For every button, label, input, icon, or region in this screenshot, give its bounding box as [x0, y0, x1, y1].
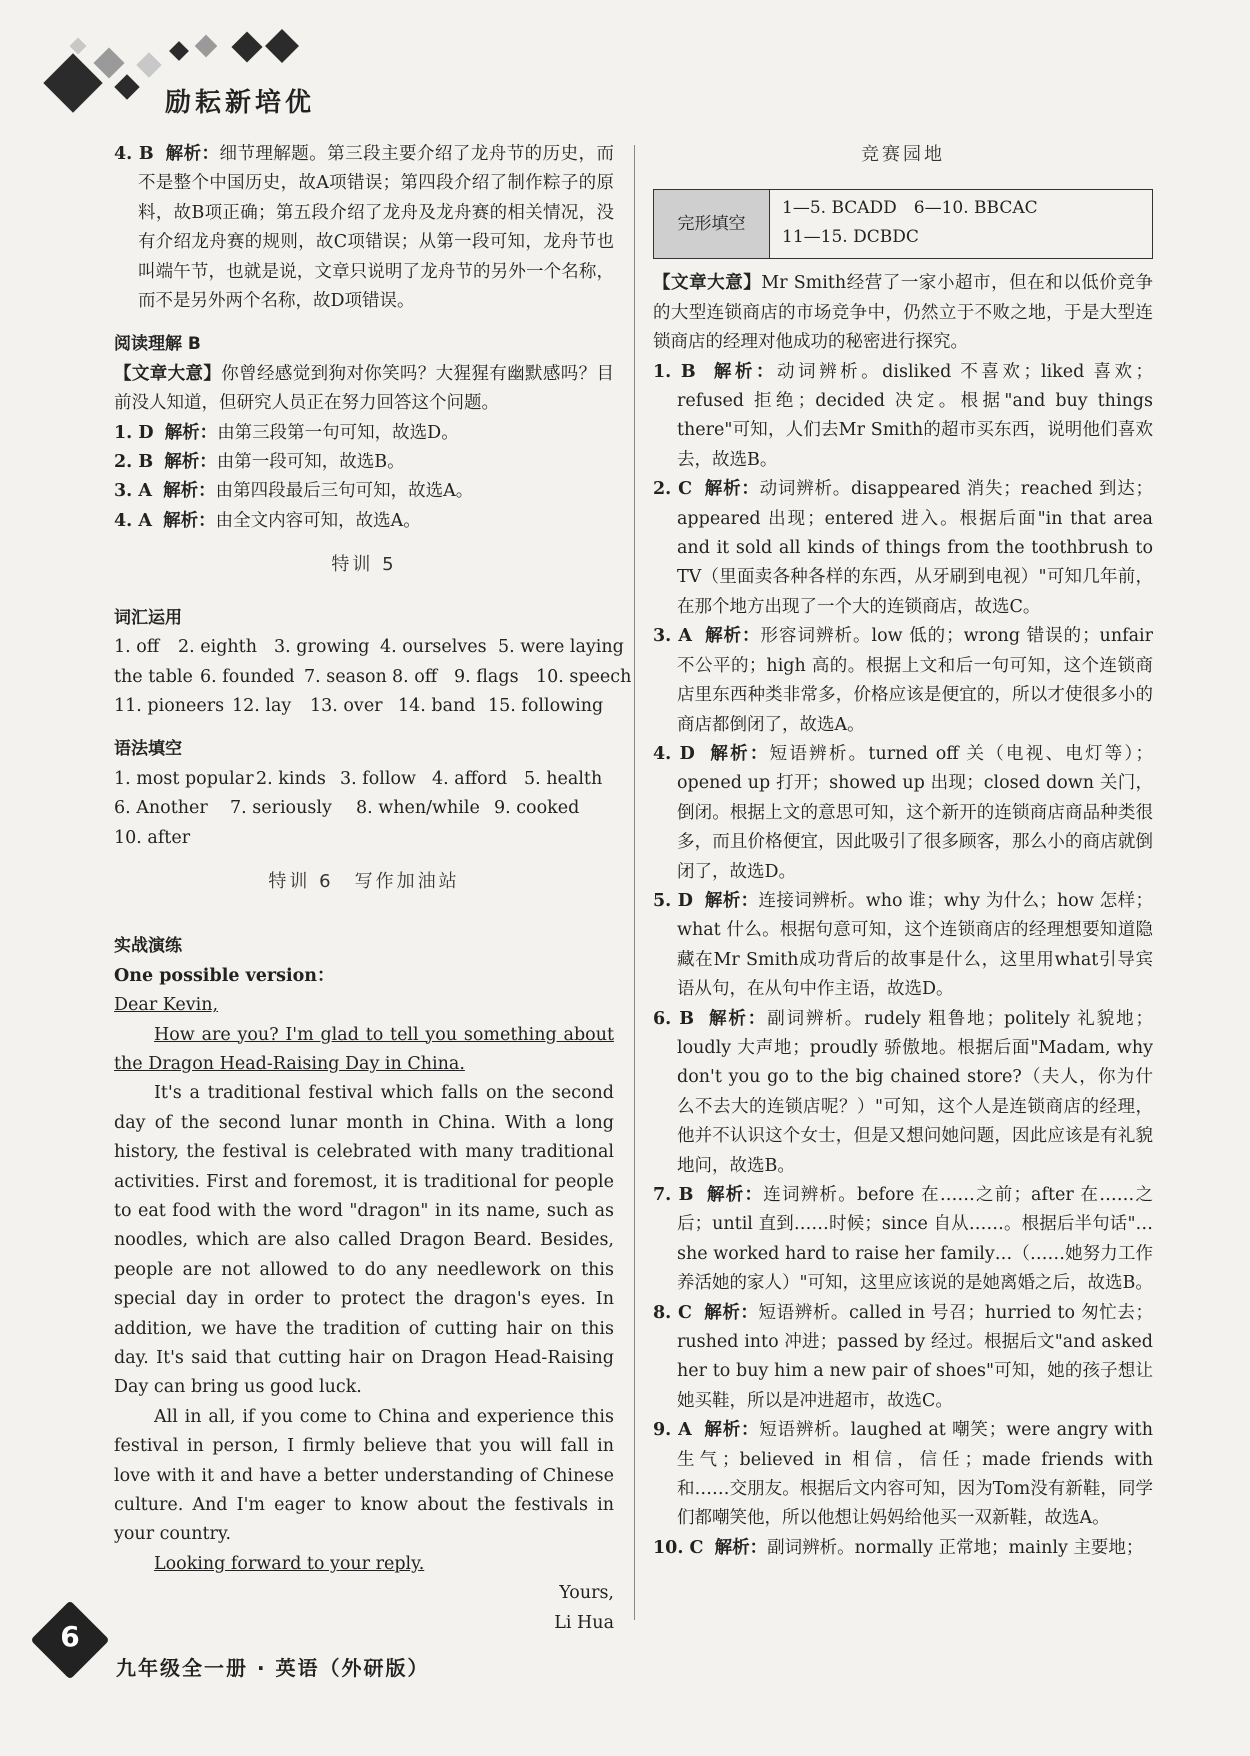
diamond-icon: [195, 35, 218, 58]
diamond-icon: [265, 29, 299, 63]
diamond-icon: [231, 31, 262, 62]
reading-b-heading: 阅读理解 B: [114, 334, 201, 355]
page-number: 6: [60, 1620, 80, 1653]
diamond-icon: [169, 41, 189, 61]
cloze-item: 10. C 解析：副词辨析。normally 正常地；mainly 主要地；: [653, 1537, 1144, 1558]
train6-title: 特训 6 写作加油站: [268, 870, 460, 892]
grammar-row: 10. after: [114, 827, 191, 848]
cloze-item: 3. A 解析：形容词辨析。low 低的；wrong 错误的；unfair 不公平的；high 高的。根据上文和后一句可知，这个连锁商店里东西种类非常多，价格应该是便宜的，所以才使很多小的商店都倒闭了，故选A。: [653, 626, 1153, 735]
cloze-item: 9. A 解析：短语辨析。laughed at 嘲笑；were angry with 生气；believed in 相信，信任；made friends with 和……交朋友。根据后文内容可知，因为Tom没有新鞋，同学们都嘲笑他，所以他想让妈妈给他买一双新鞋，故选A。: [653, 1420, 1153, 1529]
signature-name: Li Hua: [554, 1612, 614, 1633]
cloze-item: 8. C 解析：短语辨析。called in 号召；hurried to 匆忙去；rushed into 冲进；passed by 经过。根据后文"and asked her to buy him a new pair of shoes"可知，她的孩子想让她买鞋，所以是冲进超市，故选C。: [653, 1302, 1153, 1411]
reading-b-item: 2. B 解析：由第一段可知，故选B。: [114, 452, 405, 473]
cloze-item: 1. B 解析：动词辨析。disliked 不喜欢；liked 喜欢；refused 拒绝；decided 决定。根据"and buy things there"可知，人们去Mr Smith的超市买东西，说明他们喜欢去，故选B。: [653, 361, 1154, 470]
cloze-item: 6. B 解析：副词辨析。rudely 粗鲁地；politely 礼貌地；loudly 大声地；proudly 骄傲地。根据后面"Madam, why don't you go to the big chained store?（夫人，你为什么不去大的连锁店呢？）"可知，这个人是连锁商店的经理，他并不认识这个女士，但是又想问她问题，因此应该是有礼貌地问，故选B。: [653, 1008, 1154, 1176]
cloze-item: 2. C 解析：动词辨析。disappeared 消失；reached 到达；appeared 出现；entered 进入。根据后面"in that area and it sold all kinds of things from the toothbrush to TV（里面卖各种各样的东西，从牙刷到电视）"可知几年前，在那个地方出现了一个大的连锁商店，故选C。: [653, 479, 1153, 617]
writing-heading: 实战演练: [114, 936, 182, 957]
reading-a-item-4: 4. B 解析：细节理解题。第三段主要介绍了龙舟节的历史，而不是整个中国历史，故A项错误；第四段介绍了制作粽子的原料，故B项正确；第五段介绍了龙舟及龙舟赛的相关情况，没有介绍龙舟赛的规则，故C项错误；从第一段可知，龙舟节也叫端午节，也就是说，文章只说明了龙舟节的另外一个名称，而不是另外两个名称，故D项错误。: [114, 144, 614, 312]
cloze-item: 5. D 解析：连接词辨析。who 谁；why 为什么；how 怎样；what 什么。根据句意可知，这个连锁商店的经理想要知道隐藏在Mr Smith成功背后的故事是什么，这里用what引导宾语从句，在从句中作主语，故选D。: [653, 890, 1153, 1000]
vocab-row: 1. off 2. eighth 3. growing 4. ourselves 5. were laying: [114, 637, 624, 658]
competition-title: 竞赛园地: [861, 144, 945, 165]
left-column: [114, 140, 632, 1638]
letter-para-3: All in all, if you come to China and experience this festival in person, I firmly believe that you will fall in love with it and have a better understanding of Chinese culture. And I'm eager to know about the festivals in your country.: [114, 1406, 614, 1545]
cloze-summary: 【文章大意】Mr Smith经营了一家小超市，但在和以低价竞争的大型连锁商店的市场竞争中，仍然立于不败之地，于是大型连锁商店的经理对他成功的秘密进行探究。: [653, 273, 1153, 353]
right-column: [653, 140, 1153, 1563]
reading-b-item: 1. D 解析：由第三段第一句可知，故选D。: [114, 422, 459, 443]
letter-para-1: How are you? I'm glad to tell you something about the Dragon Head-Raising Day in China.: [114, 1024, 614, 1074]
answer-box-content: 1—5. BCADD 6—10. BBCAC 11—15. DCBDC: [782, 198, 1038, 248]
diamond-icon: [136, 52, 161, 77]
book-title: 九年级全一册 · 英语（外研版）: [116, 1656, 430, 1680]
reading-b-item: 3. A 解析：由第四段最后三句可知，故选A。: [114, 481, 474, 502]
vocab-heading: 词汇运用: [114, 607, 182, 628]
closing-line: Looking forward to your reply.: [154, 1553, 425, 1574]
header-title: 励耘新培优: [165, 88, 316, 118]
reading-b-item: 4. A 解析：由全文内容可知，故选A。: [114, 510, 421, 531]
grammar-row: 1. most popular 2. kinds 3. follow 4. afford 5. health: [114, 768, 603, 789]
answer-box-label: 完形填空: [654, 190, 770, 258]
vocab-row: 11. pioneers 12. lay 13. over 14. band 15. following: [114, 695, 604, 716]
cloze-item: 4. D 解析：短语辨析。turned off 关（电视、电灯等）；opened up 打开；showed up 出现；closed down 关门，倒闭。根据上文的意思可知，这个新开的连锁商店商品种类很多，而且价格便宜，因此吸引了很多顾客，那么小的商店就倒闭了，故选D。: [653, 743, 1153, 882]
reading-b-summary: 【文章大意】你曾经感觉到狗对你笑吗？大猩猩有幽默感吗？目前没人知道，但研究人员正在努力回答这个问题。: [114, 363, 615, 414]
signoff: Yours,: [559, 1583, 614, 1604]
diamond-icon: [114, 74, 139, 99]
salutation: Dear Kevin,: [114, 995, 219, 1016]
train5-title: 特训 5: [331, 554, 397, 576]
letter-para-2: It's a traditional festival which falls on the second day of the second lunar month in China. With a long history, the festival is celebrated with many traditional activities. First and foremost, it is traditional for people to eat food with the word "dragon" in its name, such as noodles, which are also called Dragon Beard. Besides, people are not allowed to do any needlework on this special day in order to protect the dragon's eyes. In addition, we have the tradition of cutting hair on this day. It's said that cutting hair on Dragon Head-Raising Day can bring us good luck.: [114, 1083, 614, 1398]
grammar-heading: 语法填空: [114, 739, 182, 760]
column-divider: [634, 145, 635, 1620]
vocab-row: the table 6. founded 7. season 8. off 9. flags 10. speech: [114, 666, 632, 687]
version-label: One possible version：: [114, 965, 335, 986]
cloze-item: 7. B 解析：连词辨析。before 在……之前；after 在……之后；until 直到……时候；since 自从……。根据后半句话"… she worked hard to raise her family…（……她努力工作养活她的家人）"可知，这里应该说的是她离婚之后，故选B。: [653, 1185, 1154, 1294]
diamond-icon: [93, 47, 124, 78]
answer-box: [653, 189, 1153, 259]
diamond-icon: [70, 38, 87, 55]
grammar-row: 6. Another 7. seriously 8. when/while 9. cooked: [114, 798, 580, 819]
